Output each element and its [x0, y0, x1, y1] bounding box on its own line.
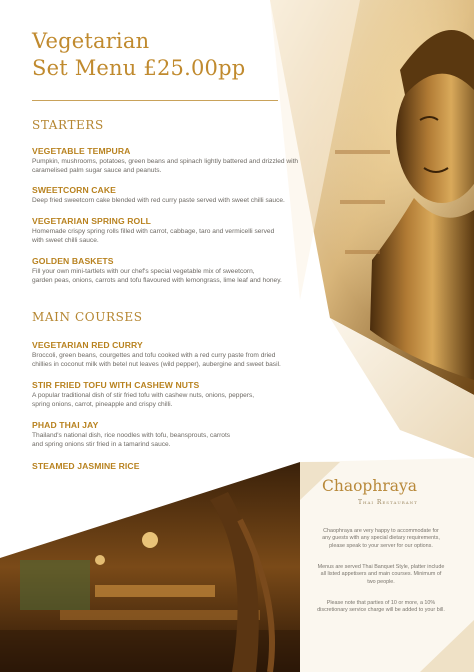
title-divider [32, 100, 278, 101]
starters-heading: STARTERS [32, 118, 104, 132]
note-line: please speak to your server for our options. [329, 542, 433, 549]
main-courses-heading: MAIN COURSES [32, 310, 143, 324]
menu-item-desc-line: Homemade crispy spring rolls filled with carrot, cabbage, taro and vermicelli served [32, 228, 275, 235]
menu-item-desc-line: with sweet chilli sauce. [32, 237, 99, 244]
menu-item-desc [32, 227, 332, 245]
menu-item-name: SWEETCORN CAKE [32, 185, 116, 195]
menu-item-name: GOLDEN BASKETS [32, 256, 114, 266]
menu-item-desc [32, 157, 332, 175]
menu-item-name: VEGETARIAN SPRING ROLL [32, 216, 152, 226]
menu-item [32, 420, 332, 449]
menu-item-desc-line: Deep fried sweetcorn cake blended with red curry paste served with sweet chilli sauce. [32, 197, 285, 204]
dietary-note [300, 528, 462, 550]
note-line: Chaophraya are very happy to accommodate for [323, 528, 439, 534]
menu-item [32, 340, 332, 369]
menu-title-line2: Set Menu £25.00pp [32, 56, 246, 80]
menu-item-desc-line: Broccoli, green beans, courgettes and tofu cooked with a red curry paste from dried [32, 352, 276, 359]
note-line: Please note that parties of 10 or more, a 10% [326, 600, 436, 606]
note-line: two people. [367, 578, 395, 585]
menu-item [32, 256, 332, 285]
service-charge-note [300, 600, 462, 615]
banquet-note [300, 564, 462, 586]
menu-item-desc [32, 351, 332, 369]
note-line: all listed appetisers and main courses. Minimum of [320, 571, 442, 578]
menu-item-desc-line: Pumpkin, mushrooms, potatoes, green beans and spinach lightly battered and drizzled with [32, 158, 299, 165]
menu-item-name: VEGETABLE TEMPURA [32, 146, 131, 156]
menu-item-name: STIR FRIED TOFU WITH CASHEW NUTS [32, 380, 200, 390]
menu-item [32, 461, 332, 472]
menu-item-desc [32, 267, 332, 285]
menu-item [32, 216, 332, 245]
menu-item-name: PHAD THAI JAY [32, 420, 99, 430]
menu-item-name: STEAMED JASMINE RICE [32, 461, 140, 471]
menu-item-desc-line: spring onions, carrot, pineapple and crispy chilli. [32, 401, 173, 408]
menu-item-desc-line: chillies in coconut milk with betel nut leaves (wild pepper), aubergine and sweet basil. [32, 361, 281, 368]
menu-item-desc-line: and spring onions stir fried in a tamarind sauce. [32, 441, 171, 448]
menu-item-desc-line: Fill your own mini-tartlets with our chef's special vegetable mix of sweetcorn, [32, 268, 255, 275]
menu-item [32, 185, 332, 205]
menu-item-desc [32, 196, 332, 205]
restaurant-logo-subtitle: Thai Restaurant [358, 499, 418, 506]
menu-item [32, 146, 332, 175]
menu-item-desc-line: A popular traditional dish of stir fried tofu with cashew nuts, onions, peppers, [32, 392, 255, 399]
menu-title-line1: Vegetarian [32, 29, 150, 53]
menu-item-desc-line: Thailand's national dish, rice noodles with tofu, beansprouts, carrots [32, 432, 231, 439]
menu-item-desc-line: caramelised palm sugar sauce and peanuts. [32, 167, 162, 174]
menu-item-desc [32, 391, 332, 409]
note-line: Menus are served Thai Banquet Style, platter include [317, 564, 445, 570]
menu-item-name: VEGETARIAN RED CURRY [32, 340, 143, 350]
menu-item-desc-line: garden peas, onions, carrots and tofu flavoured with lemongrass, lime leaf and honey. [32, 277, 282, 284]
menu-title [32, 28, 245, 82]
note-line: discretionary service charge will be added to your bill. [317, 607, 445, 614]
restaurant-logo-name: Chaophraya [322, 477, 417, 495]
menu-item-desc [32, 431, 332, 449]
menu-item [32, 380, 332, 409]
note-line: any guests with any special dietary requirements, [322, 535, 440, 542]
